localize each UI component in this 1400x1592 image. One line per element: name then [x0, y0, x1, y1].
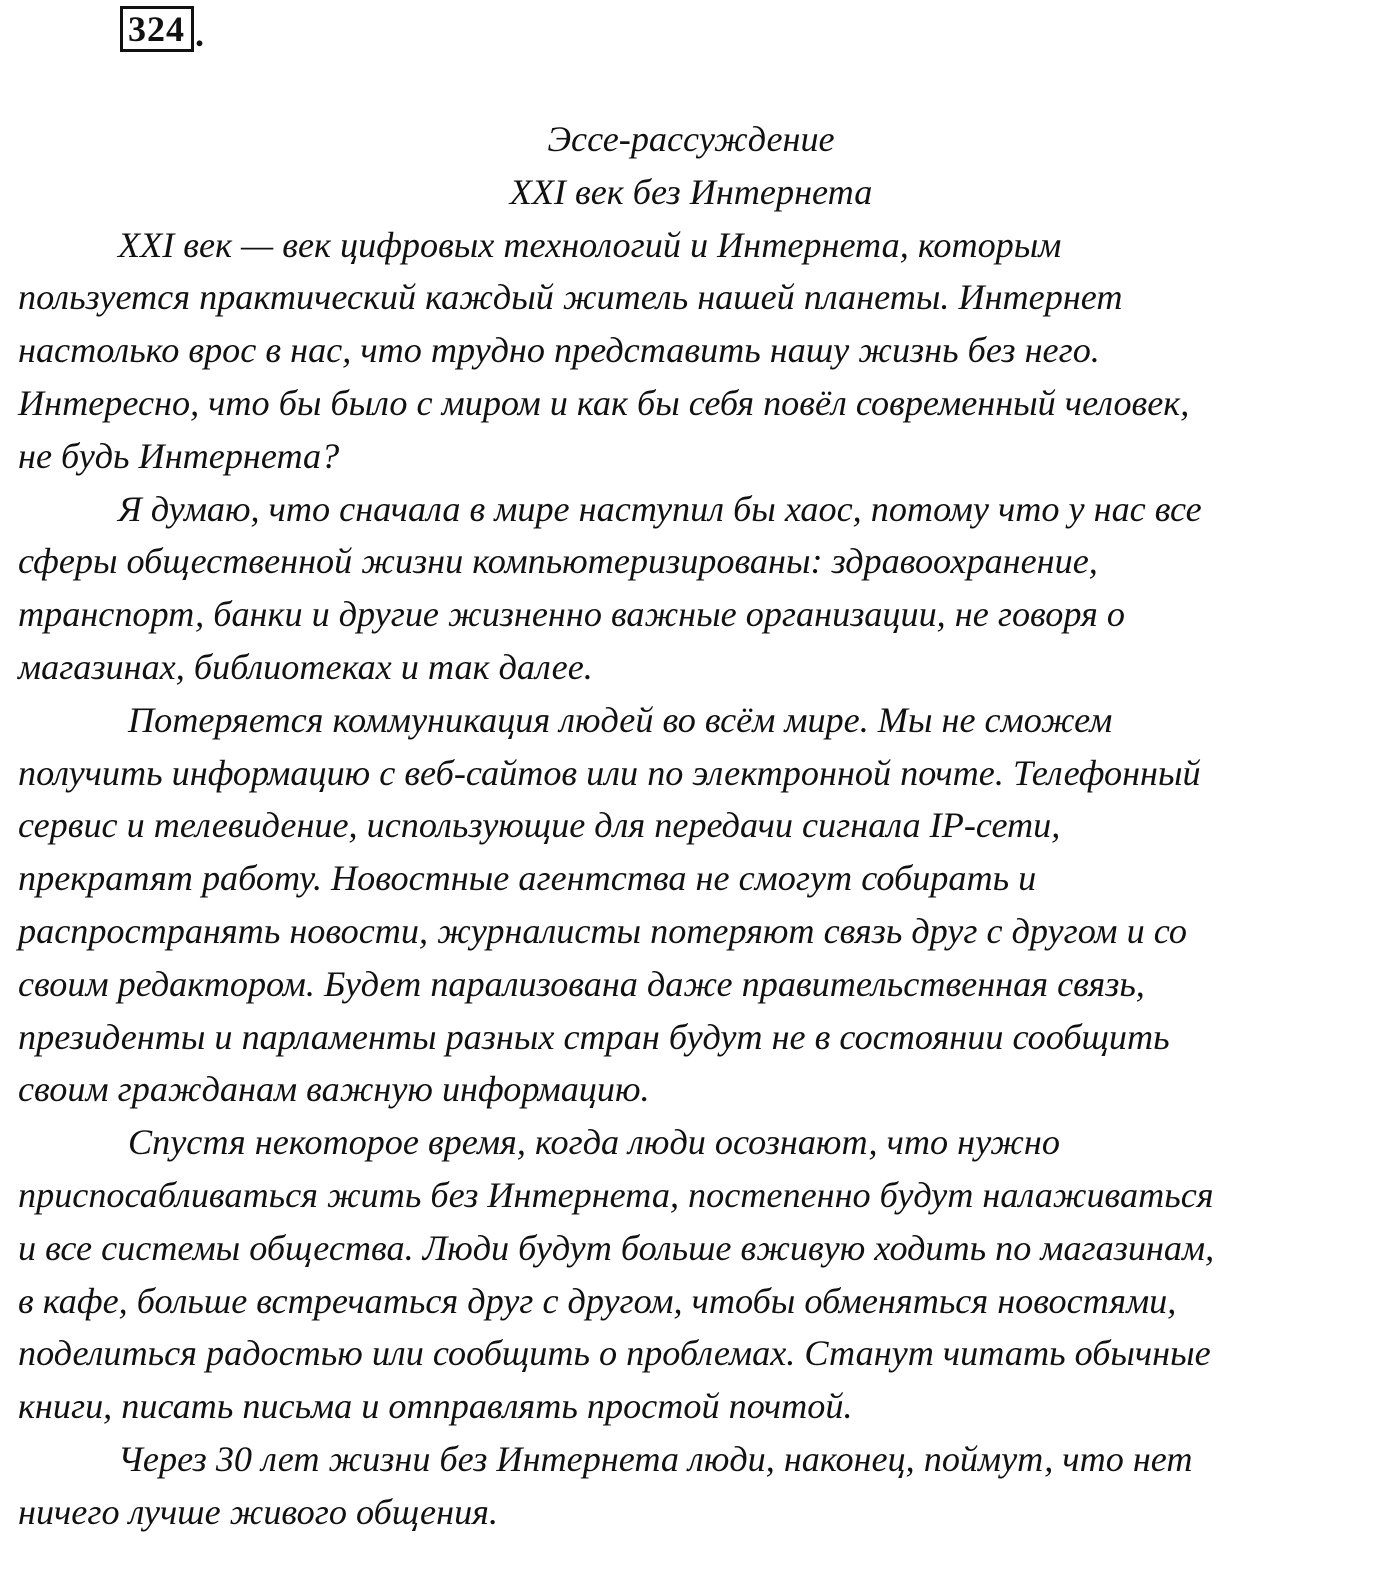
- paragraph-line: магазинах, библиотеках и так далее.: [18, 646, 593, 687]
- paragraph-line: в кафе, больше встречаться друг с другом, чтобы обменяться новостями,: [18, 1280, 1177, 1321]
- paragraph-line: сервис и телевидение, использующие для передачи сигнала IP-сети,: [18, 805, 1061, 846]
- paragraph-line: сферы общественной жизни компьютеризированы: здравоохранение,: [18, 541, 1098, 582]
- essay: [18, 113, 1348, 1539]
- paragraph-line: своим гражданам важную информацию.: [18, 1069, 650, 1110]
- paragraph-line: ничего лучше живого общения.: [18, 1491, 499, 1532]
- paragraph-1: [18, 219, 1348, 483]
- exercise-number: [120, 6, 204, 52]
- paragraph-line: книги, писать письма и отправлять простой почтой.: [18, 1386, 853, 1427]
- paragraph-line: Через 30 лет жизни без Интернета люди, наконец, поймут, что нет: [118, 1438, 1193, 1479]
- exercise-number-box: 324: [120, 6, 194, 52]
- paragraph-line: распространять новости, журналисты потеряют связь друг с другом и со: [18, 910, 1187, 951]
- paragraph-line: поделиться радостью или сообщить о проблемах. Станут читать обычные: [18, 1333, 1211, 1374]
- paragraph-line: пользуется практический каждый житель нашей планеты. Интернет: [18, 277, 1123, 318]
- paragraph-2: [18, 483, 1348, 694]
- essay-genre: Эссе-рассуждение: [547, 119, 835, 159]
- paragraph-line: президенты и парламенты разных стран будут не в состоянии сообщить: [18, 1016, 1170, 1057]
- essay-title: XXI век без Интернета: [509, 171, 873, 212]
- paragraph-line: приспосабливаться жить без Интернета, постепенно будут налаживаться: [18, 1174, 1214, 1215]
- exercise-number-dot: .: [195, 14, 204, 54]
- paragraph-line: не будь Интернета?: [18, 435, 340, 476]
- paragraph-line: настолько врос в нас, что трудно представить нашу жизнь без него.: [18, 330, 1100, 371]
- paragraph-line: получить информацию с веб-сайтов или по электронной почте. Телефонный: [18, 752, 1201, 793]
- paragraph-line: своим редактором. Будет парализована даже правительственная связь,: [18, 963, 1145, 1004]
- paragraph-line: Интересно, что бы было с миром и как бы себя повёл современный человек,: [18, 382, 1190, 423]
- paragraph-line: Спустя некоторое время, когда люди осознают, что нужно: [128, 1122, 1060, 1163]
- paragraph-line: XXI век — век цифровых технологий и Интернета, которым: [118, 224, 1062, 265]
- paragraph-line: Я думаю, что сначала в мире наступил бы хаос, потому что у нас все: [118, 488, 1202, 529]
- paragraph-5: [18, 1433, 1348, 1539]
- paragraph-line: прекратят работу. Новостные агентства не смогут собирать и: [18, 858, 1037, 899]
- paragraph-line: транспорт, банки и другие жизненно важные организации, не говоря о: [18, 594, 1125, 635]
- paragraph-line: и все системы общества. Люди будут больше вживую ходить по магазинам,: [18, 1227, 1215, 1268]
- paragraph-3: [18, 694, 1348, 1116]
- paragraph-4: [18, 1116, 1348, 1433]
- paragraph-line: Потеряется коммуникация людей во всём мире. Мы не сможем: [128, 699, 1113, 740]
